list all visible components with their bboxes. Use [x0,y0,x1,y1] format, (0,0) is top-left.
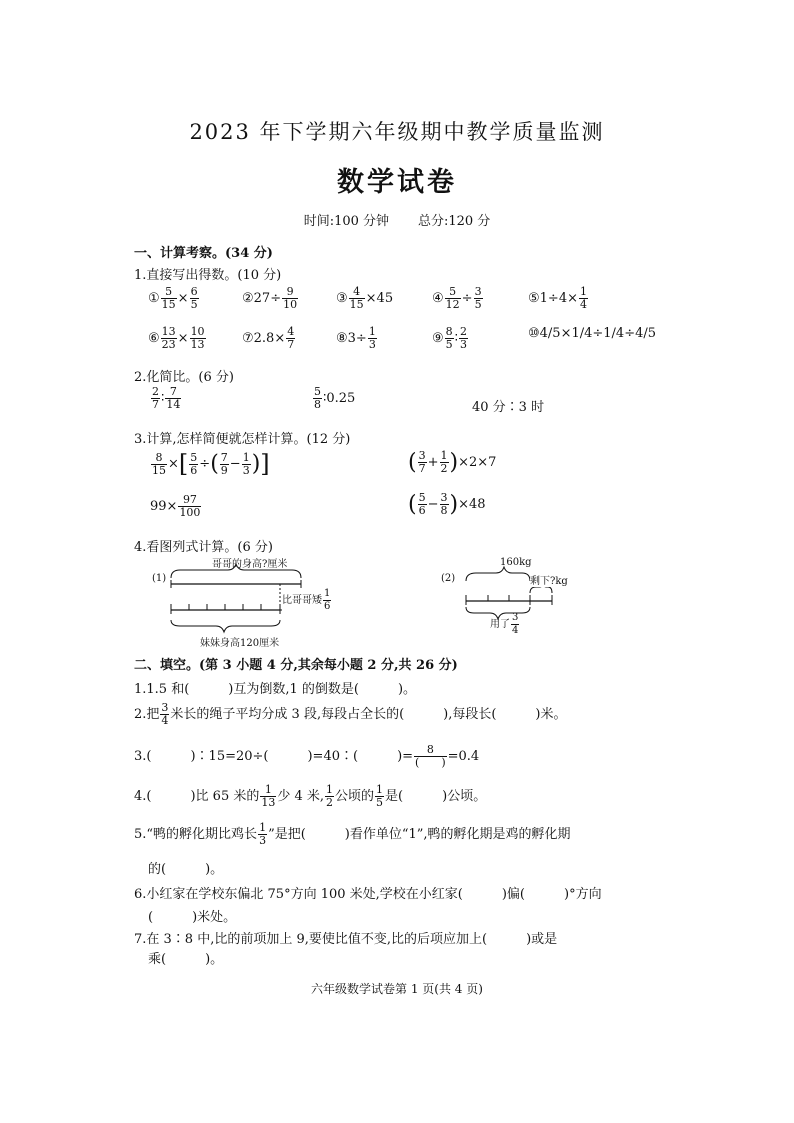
section1-heading: 一、计算考察。(34 分) [134,246,273,261]
q3-expr-1: $\frac{8}{15}$ ×[ $\frac{5}{6}$ ÷( $\frac{7}{9}$ − $\frac{1}{3}$ )] [152,450,270,478]
q1-item-5: ⑤1÷4× $\frac{1}{4}$ [528,285,587,311]
diagram2-label: (2) [441,573,456,584]
q2-item-2: $\frac{5}{8}$ ∶0.25 [314,385,356,411]
fill-q5: 5.“鸭的孵化期比鸡长 $\frac{1}{3}$ ”是把( )看作单位“1”,鸭的孵化期是鸡的孵化期 [134,821,571,847]
fill-q5-line2: 的( )。 [148,862,224,877]
q1-item-3: ③ $\frac{4}{15}$ ×45 [336,285,394,311]
fill-q4: 4.( )比 65 米的 $\frac{1}{13}$ 少 4 米, $\frac{1}{2}$ 公顷的 $\frac{1}{5}$ 是( )公顷。 [134,783,487,809]
time-label: 时间:100 分钟 [303,214,390,229]
fill-q3: 3.( )∶15=20÷( )=40∶( )= $\frac{8}{( )}$ =0.4 [134,743,480,769]
q2-title: 2.化简比。(6 分) [134,370,234,385]
fill-q7-line2: 乘( )。 [148,952,224,967]
fill-q7: 7.在 3∶8 中,比的前项加上 9,要使比值不变,比的后项应加上( )或是 [134,932,558,947]
q3-expr-2: ( $\frac{3}{7}$ + $\frac{1}{2}$ )×2×7 [408,449,497,475]
q1-item-8: ⑧3÷ $\frac{1}{3}$ [336,325,376,351]
q1-item-1: ① $\frac{5}{15}$ × $\frac{6}{5}$ [148,285,198,311]
q1-item-10: ⑩4/5×1/4÷1/4÷4/5 [528,326,657,341]
exam-title: 2023 年下学期六年级期中教学质量监测 [189,120,605,144]
diagram2-right-label: 剩下?kg [530,572,568,587]
fill-q2: 2.把 $\frac{3}{4}$ 米长的绳子平均分成 3 段,每段占全长的( ),每段长( )米。 [134,701,567,727]
diagram2-bottom-label: 用了 $\frac{3}{4}$ [490,612,519,636]
subject-title: 数学试卷 [337,167,457,198]
q1-item-4: ④ $\frac{5}{12}$ ÷ $\frac{3}{5}$ [432,285,482,311]
diagram1-label: (1) [152,573,167,584]
fill-q1: 1.1.5 和( )互为倒数,1 的倒数是( )。 [134,682,417,697]
q1-item-10-expr: 4/5×1/4÷1/4÷4/5 [539,326,657,341]
q3-expr-4: ( $\frac{5}{6}$ − $\frac{3}{8}$ )×48 [408,491,486,517]
score-label: 总分:120 分 [417,214,491,229]
diagram1-bottom-label: 妹妹身高120厘米 [200,638,280,649]
q2-item-1: $\frac{2}{7}$ ∶ $\frac{7}{14}$ [152,385,181,411]
q3-title: 3.计算,怎样简便就怎样计算。(12 分) [134,432,351,447]
diagram1-side-label: 比哥哥矮 $\frac{1}{6}$ [282,588,331,612]
section2-heading: 二、填空。(第 3 小题 4 分,其余每小题 2 分,共 26 分) [134,658,458,673]
q4-title: 4.看图列式计算。(6 分) [134,540,273,555]
fill-q6: 6.小红家在学校东偏北 75°方向 100 米处,学校在小红家( )偏( )°方向 [134,887,602,902]
diagram1-top-label: 哥哥的身高?厘米 [212,559,288,570]
q1-item-7: ⑦2.8× $\frac{4}{7}$ [242,325,295,351]
q1-item-9: ⑨ $\frac{8}{5}$ ∶ $\frac{2}{3}$ [432,325,468,351]
q2-item-3: 40 分∶3 时 [472,400,545,415]
diagram2-top-label: 160kg [500,557,532,568]
q1-item-6: ⑥ $\frac{13}{23}$ × $\frac{10}{13}$ [148,325,205,351]
q1-item-2: ②27÷ $\frac{9}{10}$ [242,285,298,311]
q1-title: 1.直接写出得数。(10 分) [134,268,282,283]
exam-meta [0,210,794,229]
page-footer: 六年级数学试卷第 1 页(共 4 页) [311,982,483,996]
fill-q6-line2: ( )米处。 [148,910,237,925]
q3-expr-3: 99× $\frac{97}{100}$ [150,493,201,519]
